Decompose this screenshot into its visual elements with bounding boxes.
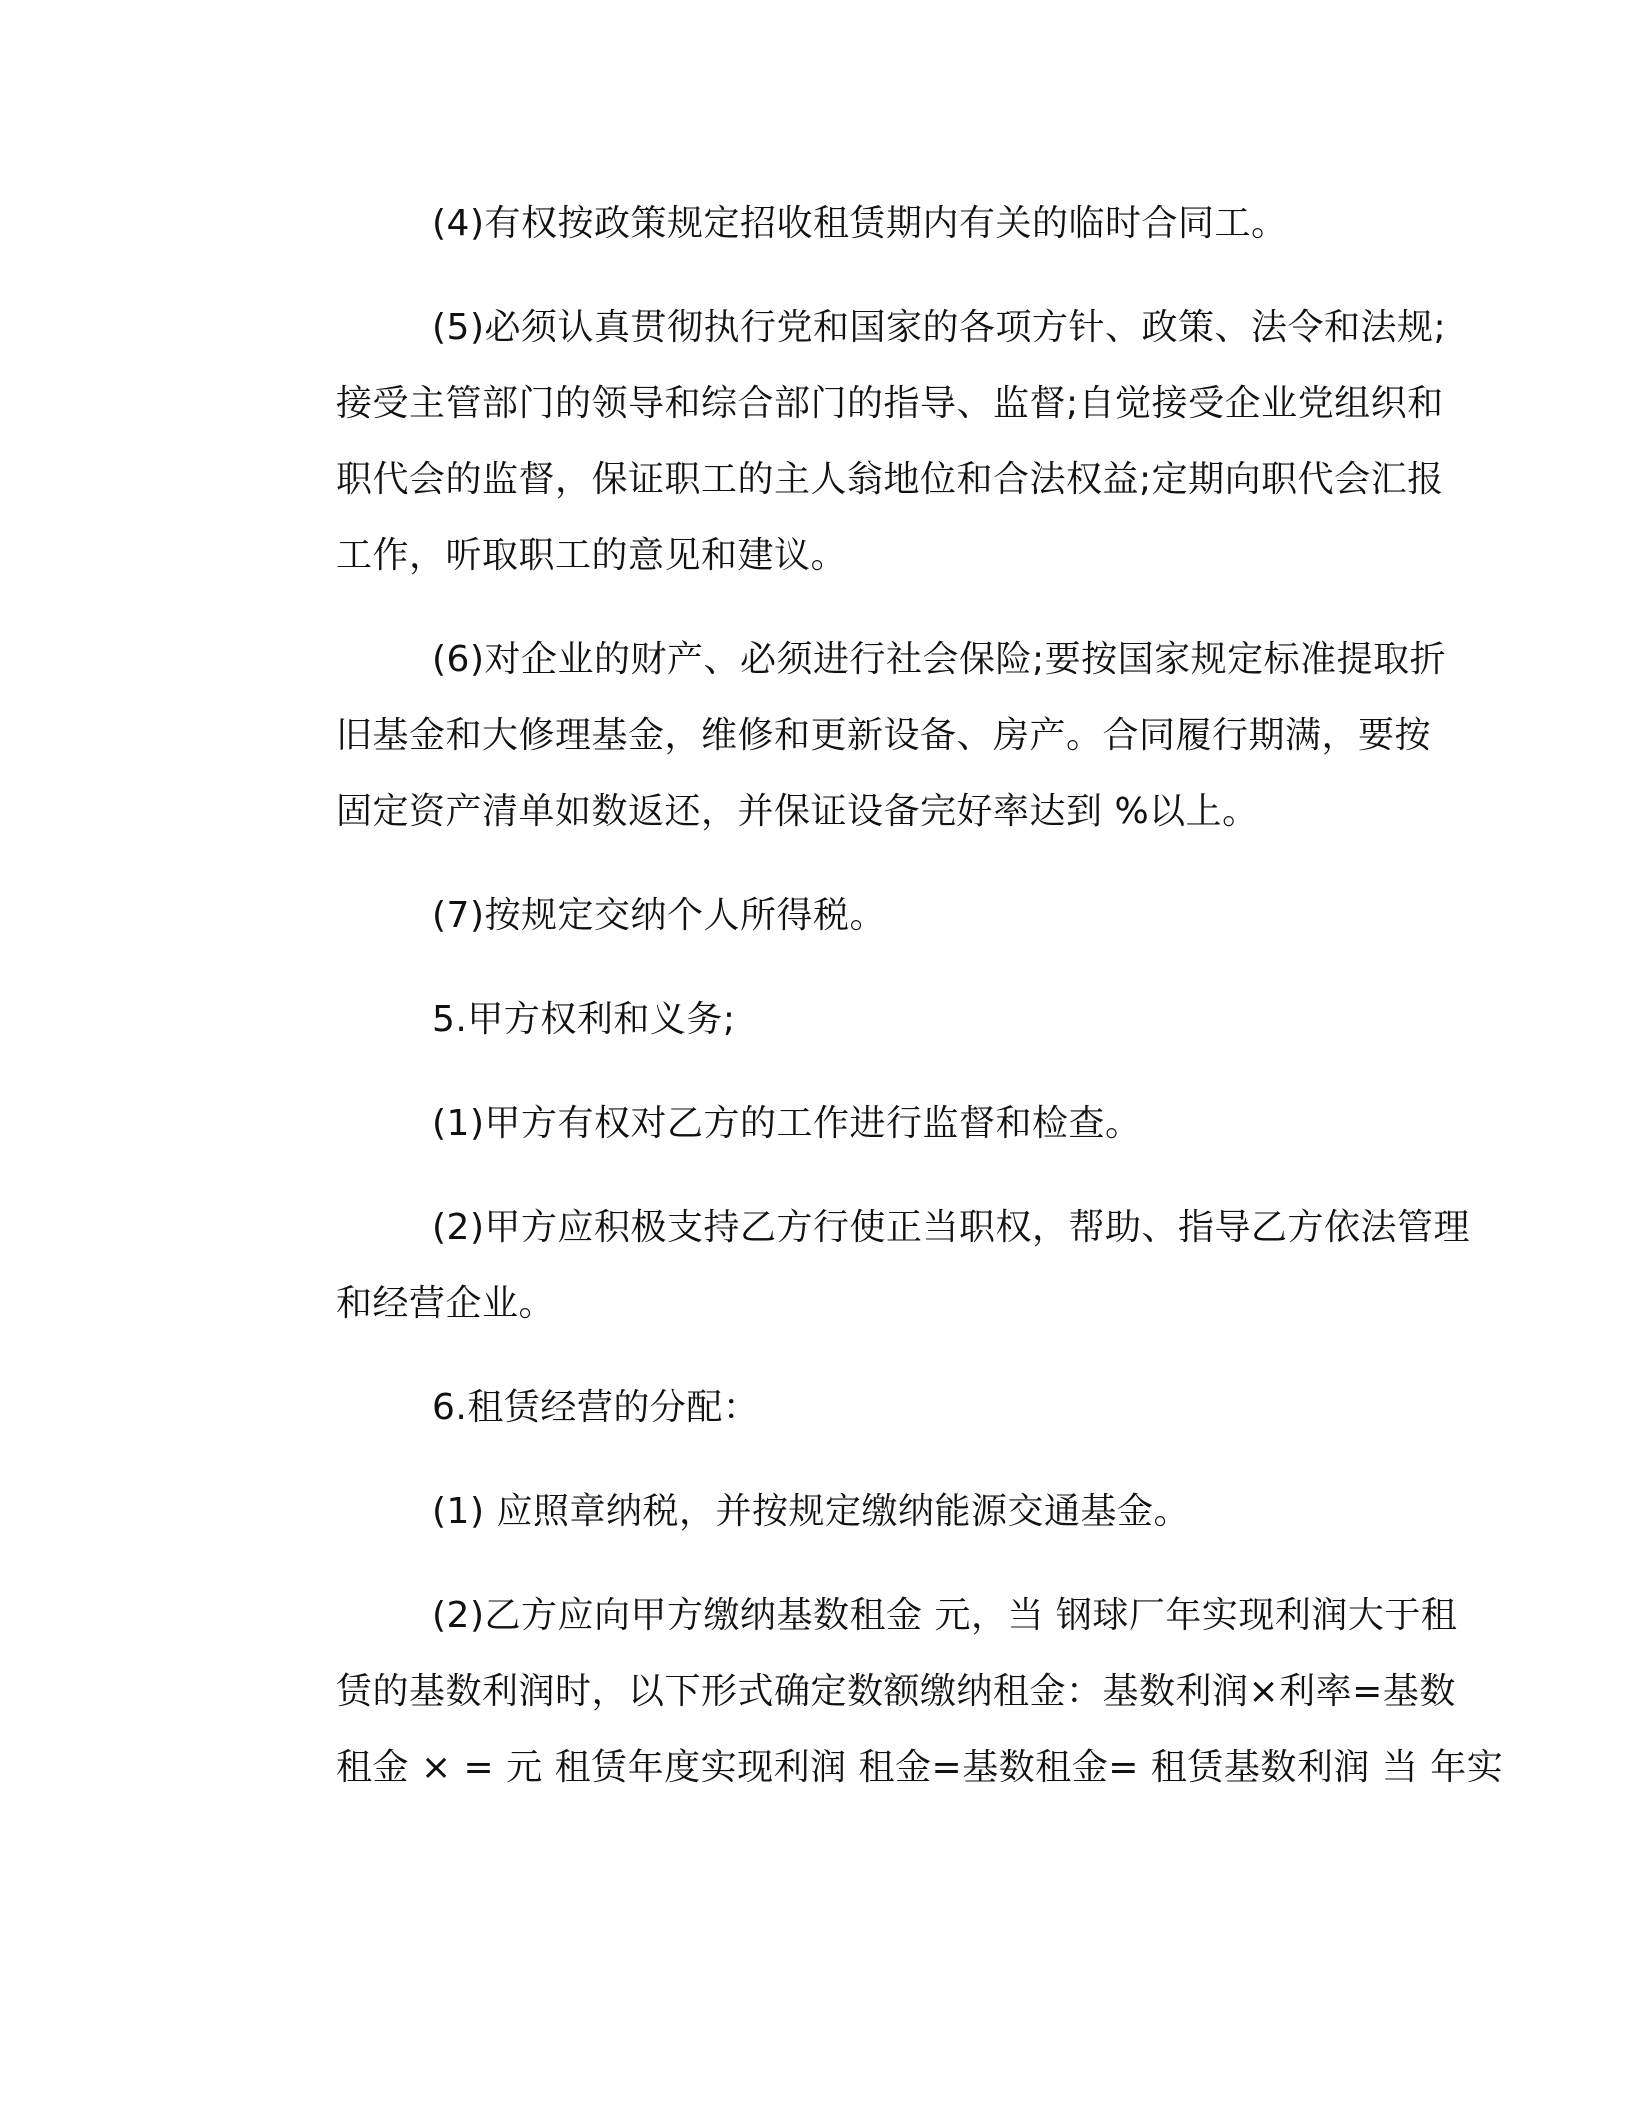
text-line: (1) 应照章纳税，并按规定缴纳能源交通基金。 bbox=[432, 1491, 1190, 1532]
text-line: (6)对企业的财产、必须进行社会保险;要按国家规定标准提取折 bbox=[432, 639, 1447, 680]
document-body bbox=[240, 186, 1504, 1834]
text-line: 和经营企业。 bbox=[336, 1283, 556, 1324]
text-line: (1)甲方有权对乙方的工作进行监督和检查。 bbox=[432, 1103, 1142, 1144]
text-line: 工作，听取职工的意见和建议。 bbox=[336, 535, 848, 576]
text-line: 接受主管部门的领导和综合部门的指导、监督;自觉接受企业党组织和 bbox=[336, 383, 1444, 424]
section-heading-lease-distribution bbox=[240, 1370, 1392, 1446]
text-line: 固定资产清单如数返还，并保证设备完好率达到 %以上。 bbox=[336, 791, 1259, 832]
paragraph-d2-base-rent bbox=[240, 1578, 1504, 1806]
paragraph-a2-support bbox=[240, 1190, 1470, 1342]
text-line: 6.租赁经营的分配： bbox=[432, 1387, 760, 1428]
paragraph-a1-supervision bbox=[240, 1086, 1392, 1162]
text-line: 职代会的监督，保证职工的主人翁地位和合法权益;定期向职代会汇报 bbox=[336, 459, 1444, 500]
text-line: (7)按规定交纳个人所得税。 bbox=[432, 895, 886, 936]
text-line: 5.甲方权利和义务; bbox=[432, 999, 736, 1040]
section-heading-party-a-rights bbox=[240, 982, 1392, 1058]
paragraph-d1-taxes bbox=[240, 1474, 1392, 1550]
text-line: (2)乙方应向甲方缴纳基数租金 元，当 钢球厂年实现利润大于租 bbox=[432, 1595, 1458, 1636]
paragraph-4-temp-workers bbox=[240, 186, 1392, 262]
text-line: 旧基金和大修理基金，维修和更新设备、房产。合同履行期满，要按 bbox=[336, 715, 1432, 756]
paragraph-5-policy-compliance bbox=[240, 290, 1447, 594]
paragraph-6-property-insurance bbox=[240, 622, 1447, 850]
paragraph-7-income-tax bbox=[240, 878, 1392, 954]
text-line: (4)有权按政策规定招收租赁期内有关的临时合同工。 bbox=[432, 203, 1288, 244]
text-line: (5)必须认真贯彻执行党和国家的各项方针、政策、法令和法规; bbox=[432, 307, 1447, 348]
text-line: 赁的基数利润时，以下形式确定数额缴纳租金：基数利润×利率=基数 bbox=[336, 1671, 1456, 1712]
text-line: 租金 × = 元 租赁年度实现利润 租金=基数租金= 租赁基数利润 当 年实 bbox=[336, 1747, 1504, 1788]
text-line: (2)甲方应积极支持乙方行使正当职权，帮助、指导乙方依法管理 bbox=[432, 1207, 1470, 1248]
